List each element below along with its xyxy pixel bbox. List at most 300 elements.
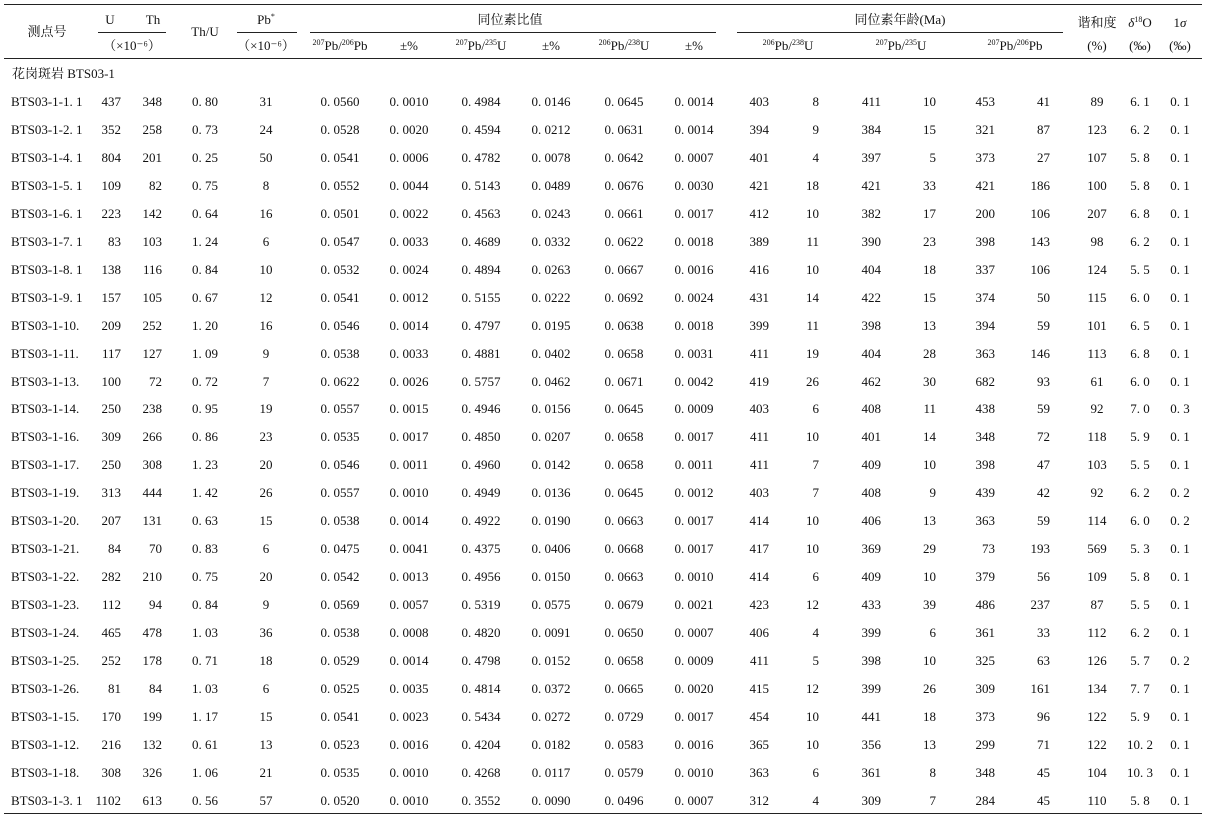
cell-a206-238-err: 14 [806, 289, 819, 305]
cell-r207-206-err: 0. 0013 [389, 569, 429, 585]
cell-r207-206: 0. 0560 [320, 94, 360, 109]
cell-pb: 13 [259, 736, 273, 752]
cell-r207-206-err: 0. 0057 [389, 597, 429, 613]
cell-a207-235: 369 [861, 541, 881, 557]
cell-r206-238: 0. 0676 [604, 177, 644, 193]
cell-pb: 9 [262, 597, 270, 613]
cell-a207-206-err: 45 [1037, 764, 1050, 780]
cell-r207-206-err: 0. 0008 [389, 625, 429, 641]
cell-r207-206: 0. 0557 [320, 401, 360, 417]
cell-a207-235: 384 [861, 121, 881, 137]
cell-th: 258 [142, 121, 162, 137]
cell-r207-235-err: 0. 0222 [531, 289, 571, 305]
cell-u: 209 [101, 317, 121, 333]
cell-r207-206-err: 0. 0014 [389, 317, 429, 333]
cell-r207-235-err: 0. 0091 [531, 625, 571, 641]
cell-concordance: 207 [1087, 205, 1107, 221]
cell-r207-235: 0. 5143 [461, 177, 501, 193]
cell-concordance: 103 [1087, 457, 1107, 473]
cell-r207-206-err: 0. 0041 [389, 541, 429, 557]
cell-r207-235-err: 0. 0136 [531, 485, 571, 501]
header-ratio-err-3: ±% [685, 38, 703, 53]
cell-r207-206-err: 0. 0033 [389, 345, 429, 361]
cell-concordance: 112 [1087, 625, 1107, 641]
cell-r206-238: 0. 0658 [604, 345, 644, 361]
cell-a207-235: 409 [861, 457, 881, 473]
cell-spot: BTS03-1-15. [11, 708, 80, 724]
cell-th: 142 [142, 205, 162, 221]
cell-a207-235: 401 [861, 429, 881, 445]
cell-u: 223 [101, 205, 121, 221]
cell-a207-206-err: 193 [1030, 541, 1050, 557]
cell-r206-238-err: 0. 0017 [674, 541, 714, 557]
cell-th-u: 1. 20 [192, 317, 218, 333]
cell-r207-206: 0. 0557 [320, 485, 360, 501]
header-u-th-underline [98, 32, 166, 33]
cell-d18o: 10. 2 [1127, 736, 1153, 752]
cell-pb: 36 [259, 625, 273, 641]
cell-a207-206: 682 [975, 373, 995, 389]
cell-r207-235: 0. 4798 [461, 653, 501, 668]
cell-spot: BTS03-1-7. 1 [11, 233, 83, 249]
cell-a207-206: 363 [975, 513, 995, 529]
cell-r207-206: 0. 0541 [320, 289, 360, 305]
cell-concordance: 61 [1090, 373, 1104, 389]
cell-pb: 23 [259, 429, 273, 445]
cell-a207-235: 421 [861, 177, 881, 193]
cell-a207-235-err: 10 [923, 569, 936, 585]
cell-a207-206-err: 47 [1037, 457, 1050, 473]
cell-concordance: 113 [1087, 345, 1107, 361]
cell-r206-238-err: 0. 0010 [674, 569, 714, 585]
cell-a207-235: 390 [861, 233, 881, 249]
cell-r207-235: 0. 4814 [461, 680, 501, 696]
cell-a207-235-err: 13 [923, 736, 936, 752]
cell-r207-235: 0. 4782 [461, 149, 501, 165]
cell-spot: BTS03-1-20. [11, 513, 80, 529]
cell-r206-238-err: 0. 0017 [674, 429, 714, 445]
cell-th-u: 0. 80 [192, 94, 218, 109]
cell-pb: 20 [259, 569, 273, 585]
cell-r207-206: 0. 0523 [320, 736, 360, 752]
cell-a206-238: 414 [749, 569, 769, 585]
cell-a207-235-err: 10 [923, 653, 936, 668]
cell-r207-235: 0. 4946 [461, 401, 501, 417]
cell-r206-238-err: 0. 0009 [674, 401, 714, 417]
cell-a207-206: 438 [975, 401, 995, 417]
cell-concordance: 87 [1090, 597, 1104, 613]
cell-u: 100 [101, 373, 121, 389]
cell-r207-235: 0. 5434 [461, 708, 501, 724]
cell-a206-238-err: 11 [806, 317, 819, 333]
cell-r207-235: 0. 4956 [461, 569, 501, 585]
cell-a207-206-err: 143 [1030, 233, 1050, 249]
cell-r207-206: 0. 0542 [320, 569, 360, 585]
cell-th: 444 [142, 485, 162, 501]
cell-pb: 57 [259, 792, 273, 808]
cell-r206-238: 0. 0667 [604, 261, 644, 277]
cell-a207-206: 348 [975, 429, 995, 445]
cell-a207-206-err: 106 [1030, 205, 1050, 221]
cell-a207-206-err: 63 [1037, 653, 1050, 668]
cell-spot: BTS03-1-3. 1 [11, 792, 83, 808]
cell-th-u: 1. 09 [192, 345, 218, 361]
cell-a207-235: 399 [861, 680, 881, 696]
cell-a206-238: 411 [749, 345, 769, 361]
cell-d18o: 6. 2 [1130, 625, 1150, 641]
cell-sigma: 0. 1 [1170, 149, 1190, 165]
cell-a206-238: 416 [749, 261, 769, 277]
cell-r207-235-err: 0. 0150 [531, 569, 571, 585]
cell-d18o: 6. 1 [1130, 94, 1150, 109]
cell-a207-206-err: 41 [1037, 94, 1050, 109]
cell-spot: BTS03-1-6. 1 [11, 205, 83, 221]
cell-concordance: 124 [1087, 261, 1107, 277]
cell-a207-206-err: 59 [1037, 317, 1050, 333]
cell-a207-235: 462 [861, 373, 881, 389]
cell-r207-235: 0. 3552 [461, 792, 501, 808]
cell-r207-206: 0. 0546 [320, 457, 360, 473]
cell-r207-206: 0. 0529 [320, 653, 360, 668]
cell-r206-238: 0. 0658 [604, 457, 644, 473]
cell-r207-206-err: 0. 0014 [389, 653, 429, 668]
cell-a207-235-err: 29 [923, 541, 936, 557]
cell-th-u: 0. 25 [192, 149, 218, 165]
cell-r207-206-err: 0. 0023 [389, 708, 429, 724]
cell-r207-206: 0. 0622 [320, 373, 360, 389]
cell-a207-235-err: 26 [923, 680, 936, 696]
header-pb-underline [237, 32, 297, 33]
cell-sigma: 0. 1 [1170, 541, 1190, 557]
cell-a206-238-err: 6 [812, 569, 819, 585]
header-concordance: 谐和度 [1077, 15, 1117, 30]
cell-r206-238-err: 0. 0007 [674, 625, 714, 641]
cell-spot: BTS03-1-5. 1 [11, 177, 83, 193]
cell-a206-238-err: 10 [806, 541, 819, 557]
cell-pb: 18 [259, 653, 273, 668]
cell-pb: 12 [259, 289, 273, 305]
cell-r207-206-err: 0. 0044 [389, 177, 429, 193]
cell-r207-206-err: 0. 0010 [389, 94, 429, 109]
cell-r206-238-err: 0. 0009 [674, 653, 714, 668]
cell-r206-238-err: 0. 0014 [674, 94, 714, 109]
cell-th: 127 [142, 345, 162, 361]
cell-a206-238: 389 [749, 233, 769, 249]
cell-a206-238: 423 [749, 597, 769, 613]
cell-th-u: 0. 73 [192, 121, 218, 137]
cell-sigma: 0. 1 [1170, 680, 1190, 696]
cell-r207-206: 0. 0520 [320, 792, 360, 808]
cell-a206-238: 403 [749, 485, 769, 501]
cell-d18o: 6. 8 [1130, 345, 1150, 361]
cell-r207-235-err: 0. 0332 [531, 233, 571, 249]
header-ratio-group: 同位素比值 [477, 12, 543, 27]
cell-a207-235: 404 [861, 345, 881, 361]
cell-concordance: 107 [1087, 149, 1107, 165]
cell-th: 238 [142, 401, 162, 417]
cell-r207-206: 0. 0535 [320, 429, 360, 445]
cell-u: 1102 [95, 792, 121, 808]
cell-a207-206: 200 [975, 205, 995, 221]
cell-a207-235-err: 6 [929, 625, 936, 641]
cell-a207-206: 394 [975, 317, 995, 333]
cell-a207-206: 374 [975, 289, 995, 305]
cell-a207-206: 439 [975, 485, 995, 501]
cell-r206-238: 0. 0496 [604, 792, 644, 808]
cell-r206-238-err: 0. 0020 [674, 680, 714, 696]
cell-r206-238: 0. 0661 [604, 205, 644, 221]
cell-r207-206: 0. 0501 [320, 205, 360, 221]
cell-a207-235-err: 17 [923, 205, 936, 221]
header-d18o: $\delta^{18}O$ [1128, 15, 1152, 30]
cell-a207-206-err: 96 [1037, 708, 1050, 724]
cell-r207-235-err: 0. 0090 [531, 792, 571, 808]
cell-a207-235-err: 23 [923, 233, 936, 249]
cell-spot: BTS03-1-22. [11, 569, 80, 585]
cell-u: 250 [101, 401, 121, 417]
cell-a207-206: 398 [975, 457, 995, 473]
cell-r207-206: 0. 0538 [320, 345, 360, 361]
cell-sigma: 0. 1 [1170, 625, 1190, 641]
cell-u: 252 [101, 653, 121, 668]
cell-a207-206-err: 27 [1037, 149, 1050, 165]
cell-r206-238: 0. 0663 [604, 569, 644, 585]
cell-r206-238-err: 0. 0016 [674, 261, 714, 277]
cell-th: 94 [149, 597, 162, 613]
header-bottom-rule [4, 58, 1202, 59]
cell-r206-238: 0. 0671 [604, 373, 644, 389]
cell-spot: BTS03-1-18. [11, 764, 80, 780]
cell-th-u: 0. 83 [192, 541, 218, 557]
cell-concordance: 109 [1087, 569, 1107, 585]
cell-a206-238-err: 6 [812, 401, 819, 417]
cell-r207-206: 0. 0475 [320, 541, 360, 557]
header-concordance-unit: (%) [1087, 38, 1107, 53]
cell-pb: 10 [259, 261, 273, 277]
cell-concordance: 104 [1087, 764, 1107, 780]
cell-u: 250 [101, 457, 121, 473]
cell-a207-235-err: 39 [923, 597, 936, 613]
cell-a206-238-err: 8 [812, 94, 819, 109]
cell-pb: 6 [262, 680, 270, 696]
cell-pb: 6 [262, 233, 270, 249]
cell-th: 308 [142, 457, 162, 473]
cell-r207-235-err: 0. 0190 [531, 513, 571, 529]
cell-a207-235-err: 9 [929, 485, 936, 501]
cell-r207-235-err: 0. 0462 [531, 373, 571, 389]
cell-r207-206-err: 0. 0006 [389, 149, 429, 165]
cell-r206-238-err: 0. 0016 [674, 736, 714, 752]
cell-r207-235: 0. 5757 [461, 373, 501, 389]
cell-r207-206: 0. 0541 [320, 149, 360, 165]
cell-a207-206-err: 71 [1037, 736, 1050, 752]
cell-spot: BTS03-1-11. [11, 345, 79, 361]
cell-a207-206: 325 [975, 653, 995, 668]
cell-spot: BTS03-1-25. [11, 653, 80, 668]
cell-u: 465 [101, 625, 121, 641]
cell-sigma: 0. 1 [1170, 121, 1190, 137]
cell-r206-238: 0. 0583 [604, 736, 644, 752]
cell-r206-238-err: 0. 0007 [674, 149, 714, 165]
cell-a207-206-err: 146 [1030, 345, 1050, 361]
cell-th: 478 [142, 625, 162, 641]
cell-a206-238-err: 10 [806, 736, 819, 752]
cell-sigma: 0. 1 [1170, 317, 1190, 333]
cell-r207-235: 0. 4594 [461, 121, 501, 137]
cell-th: 199 [142, 708, 162, 724]
cell-u: 309 [101, 429, 121, 445]
cell-u: 352 [101, 121, 121, 137]
cell-r207-206-err: 0. 0010 [389, 792, 429, 808]
cell-th-u: 0. 61 [192, 736, 218, 752]
cell-a206-238: 411 [749, 457, 769, 473]
cell-d18o: 5. 5 [1130, 261, 1150, 277]
cell-r206-238-err: 0. 0007 [674, 792, 714, 808]
cell-a206-238: 399 [749, 317, 769, 333]
cell-a207-235: 382 [861, 205, 881, 221]
cell-concordance: 92 [1090, 401, 1104, 417]
cell-a207-206: 348 [975, 764, 995, 780]
cell-th-u: 0. 64 [192, 205, 218, 221]
cell-pb: 16 [259, 205, 273, 221]
header-ratio-err-1: ±% [400, 38, 418, 53]
cell-r206-238: 0. 0658 [604, 429, 644, 445]
cell-th-u: 1. 23 [192, 457, 218, 473]
cell-d18o: 5. 5 [1130, 457, 1150, 473]
cell-pb: 21 [259, 764, 273, 780]
cell-r207-235-err: 0. 0078 [531, 149, 571, 165]
cell-r207-235: 0. 4949 [461, 485, 501, 501]
cell-r206-238-err: 0. 0024 [674, 289, 714, 305]
cell-a206-238: 419 [749, 373, 769, 389]
cell-a206-238: 417 [749, 541, 769, 557]
cell-r207-235-err: 0. 0406 [531, 541, 571, 557]
cell-sigma: 0. 1 [1170, 205, 1190, 221]
cell-a207-235: 422 [861, 289, 881, 305]
cell-r207-206-err: 0. 0022 [389, 205, 429, 221]
cell-a207-235: 408 [861, 485, 881, 501]
cell-r207-206-err: 0. 0011 [389, 457, 429, 473]
cell-u: 83 [108, 233, 121, 249]
cell-a207-235: 361 [861, 764, 881, 780]
cell-r207-206: 0. 0547 [320, 233, 360, 249]
cell-d18o: 5. 8 [1130, 569, 1150, 585]
header-age-group: 同位素年龄(Ma) [854, 12, 946, 27]
cell-r207-235-err: 0. 0489 [531, 177, 571, 193]
cell-pb: 9 [262, 345, 270, 361]
cell-concordance: 114 [1087, 513, 1107, 529]
cell-th: 103 [142, 233, 162, 249]
cell-concordance: 110 [1087, 792, 1107, 808]
cell-sigma: 0. 1 [1170, 429, 1190, 445]
cell-a207-206: 73 [982, 541, 995, 557]
cell-d18o: 5. 9 [1130, 708, 1150, 724]
cell-r207-206: 0. 0532 [320, 261, 360, 277]
cell-r207-235: 0. 4922 [461, 513, 501, 529]
cell-spot: BTS03-1-10. [11, 317, 80, 333]
cell-th-u: 1. 24 [192, 233, 218, 249]
cell-a207-206-err: 237 [1030, 597, 1050, 613]
cell-a207-235: 398 [861, 317, 881, 333]
cell-r207-206: 0. 0552 [320, 177, 360, 193]
cell-a206-238-err: 6 [812, 764, 819, 780]
cell-spot: BTS03-1-17. [11, 457, 80, 473]
header-th-u: Th/U [191, 24, 219, 39]
cell-a207-235-err: 28 [923, 345, 936, 361]
cell-a207-235-err: 14 [923, 429, 936, 445]
cell-r206-238-err: 0. 0017 [674, 205, 714, 221]
cell-a206-238-err: 19 [806, 345, 819, 361]
cell-sigma: 0. 1 [1170, 457, 1190, 473]
cell-r207-235-err: 0. 0142 [531, 457, 571, 473]
cell-r207-235: 0. 4204 [461, 736, 501, 752]
cell-pb: 31 [259, 94, 273, 109]
cell-a207-235-err: 33 [923, 177, 936, 193]
cell-a206-238: 403 [749, 94, 769, 109]
cell-th-u: 1. 03 [192, 680, 218, 696]
header-d18o-unit: (‰) [1129, 38, 1151, 53]
cell-r207-235-err: 0. 0212 [531, 121, 571, 137]
cell-concordance: 123 [1087, 121, 1107, 137]
cell-pb: 8 [262, 177, 270, 193]
cell-a207-235-err: 13 [923, 317, 936, 333]
cell-a206-238: 431 [749, 289, 769, 305]
cell-r206-238: 0. 0638 [604, 317, 644, 333]
cell-a207-206: 373 [975, 149, 995, 165]
cell-r207-235-err: 0. 0263 [531, 261, 571, 277]
cell-a207-235-err: 13 [923, 513, 936, 529]
cell-r207-235-err: 0. 0243 [531, 205, 571, 221]
cell-r207-235-err: 0. 0146 [531, 94, 571, 109]
cell-r207-235-err: 0. 0272 [531, 708, 571, 724]
cell-r206-238: 0. 0729 [604, 708, 644, 724]
cell-r207-206: 0. 0538 [320, 625, 360, 641]
cell-concordance: 100 [1087, 177, 1107, 193]
cell-th: 613 [142, 792, 162, 808]
cell-a207-206-err: 186 [1030, 177, 1050, 193]
cell-r206-238-err: 0. 0018 [674, 233, 714, 249]
cell-a206-238-err: 10 [806, 513, 819, 529]
cell-r207-235: 0. 4894 [461, 261, 501, 277]
cell-d18o: 7. 7 [1130, 680, 1150, 696]
cell-a207-235-err: 18 [923, 261, 936, 277]
cell-th: 105 [142, 289, 162, 305]
cell-r206-238-err: 0. 0021 [674, 597, 714, 613]
cell-d18o: 6. 0 [1130, 373, 1150, 389]
header-ratio-err-2: ±% [542, 38, 560, 53]
cell-a207-206: 284 [975, 792, 995, 808]
cell-th: 84 [149, 680, 162, 696]
cell-d18o: 6. 2 [1130, 121, 1150, 137]
cell-r206-238: 0. 0665 [604, 680, 644, 696]
cell-r207-206-err: 0. 0017 [389, 429, 429, 445]
cell-a207-206: 379 [975, 569, 995, 585]
cell-sigma: 0. 2 [1170, 653, 1190, 668]
cell-r207-235: 0. 4375 [461, 541, 501, 557]
cell-th-u: 0. 72 [192, 373, 218, 389]
cell-r207-206: 0. 0546 [320, 317, 360, 333]
cell-r207-235: 0. 4820 [461, 625, 501, 641]
cell-r206-238: 0. 0579 [604, 764, 644, 780]
cell-r206-238: 0. 0679 [604, 597, 644, 613]
cell-r206-238: 0. 0692 [604, 289, 644, 305]
cell-r206-238-err: 0. 0030 [674, 177, 714, 193]
header-pb-unit: （×10⁻⁶） [237, 38, 295, 53]
cell-concordance: 134 [1087, 680, 1107, 696]
cell-sigma: 0. 1 [1170, 708, 1190, 724]
cell-pb: 26 [259, 485, 273, 501]
cell-spot: BTS03-1-24. [11, 625, 80, 641]
